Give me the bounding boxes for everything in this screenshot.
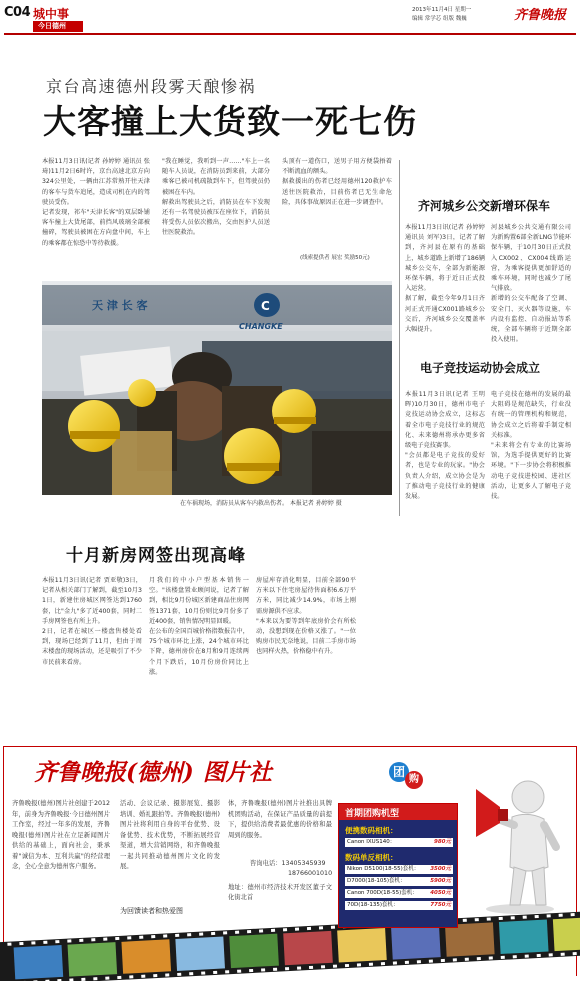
ad-logo-studio: 图片社 [203, 759, 272, 786]
house-paragraph: "本来以为要等到年底房价会有所松动，没想到现在价格又涨了。"一位购房市民无奈地说，目前二手房市场也同样火热，价格稳中有升。 [256, 618, 356, 656]
lead-kicker: 京台高速德州段雾天酿惨祸 [46, 74, 256, 97]
megaphone-icon [470, 767, 570, 917]
bus-logo-text: CHANGKE [239, 322, 283, 331]
film-strip-image [4, 919, 576, 977]
promo-category-compact: 便携数码相机： [345, 825, 398, 836]
ad-phone-2: 18766001010 [288, 870, 332, 877]
ad-logo-name: 齐鲁晚报(德州) [34, 759, 194, 786]
lead-paragraph: 解救出驾驶员之后，消防员在车下发现还有一名驾驶员被压在座位下，消防员将受伤人员依次搬出，交由医护人员送往医院救治。 [162, 199, 270, 237]
side2-title: 电子竞技运动协会成立 [420, 359, 540, 376]
side1-paragraph: 本报11月3日讯(记者 孙婷婷 通讯员 刘军)3日，记者了解到，齐河县在原有的基础上，城乡道路上新增了186辆城乡公交车，全部为新能源环保车辆，将于近日正式投入运营。 [405, 224, 485, 292]
lead-paragraph: 记者发现，祁车"天津长客"的双层卧铺客车撞上大货尾部，前挡风玻璃全部被撞碎，驾驶员被困在方向盘中间，车上的乘客都在惊恐中等待救援。 [42, 209, 150, 247]
side1-title: 齐河城乡公交新增环保车 [418, 197, 550, 214]
house-paragraph: 2日，记者在城区一楼盘售楼处看到，现场已经到了11月，但由于周末楼盘的现场活动，还是吸引了不少市民前来看房。 [42, 628, 142, 666]
side2-paragraph: "会员都是电子竞技的爱好者，也是专业的玩家。"协会负责人介绍，成立协会是为了推动电子竞技行业的健康发展。 [405, 452, 485, 500]
promo-item [345, 838, 453, 847]
side1-paragraph: 新增的公交车配备了空调、安全门、灭火器等设施，车内设有监控、自动报站等系统，全部车辆将于近期全部投入使用。 [491, 295, 571, 343]
bus-lettering: 天 津 长 客 [92, 298, 148, 312]
side1-column-2 [491, 223, 571, 335]
lead-paragraph: 本报11月3日讯(记者 孙婷婷 通讯员 张琦)11月2日6时许，京台高速北京方向324公里处，一辆由江苏常熟开往天津的客车与货车追尾，造成司机在内的驾驶员受伤。 [42, 158, 150, 206]
house-paragraph: 月我们的中小户型基本销售一空。"该楼盘置业顾问说，记者了解到，相比9月份城区新建商品住房网签1371套，10月份则比9月份多了近400套，销售情况明显回暖。 [149, 577, 249, 625]
side2-paragraph: 电子竞技在德州的发展的最大阻碍是规范缺失，行业没有统一的管理机构和规范，协会成立之后将着手制定相关标准。 [491, 391, 571, 439]
side1-paragraph: 据了解，截至今年9月1日齐河正式开通CX001路城乡公交后，齐河城乡公交覆盖率大幅提升。 [405, 295, 485, 333]
ad-text-column-3: 体，齐鲁晚报(德州)图片社推出具牌机团购活动，在保证产品质量的前提下，提供给消费者最优惠的价格和最周到的服务。 [228, 799, 332, 853]
ad-text-column-2: 活动、会议记录、摄影展览、摄影培训、婚礼跟拍等。齐鲁晚报(德州)图片社将利用自身的平台优势、设备优势、技术优势，不断拓展经营渠道，增大营销网络，和齐鲁晚报一起共同推动德州图片文化的发展。 [120, 799, 220, 904]
date-line: 2013年11月4日 星期一 [412, 6, 471, 15]
masthead-rule [4, 33, 576, 35]
ad-contact [250, 859, 332, 879]
promo-item-name: Canon IXUS140： [345, 839, 395, 845]
ad-phone-1: 13405345939 [281, 860, 325, 867]
promo-item-price: 5900元 [430, 877, 451, 886]
house-paragraph: 房屋库存消化明显，目前全部90平方米以下住宅房屋待售面积6.6万平方米，同比减少14.9%，市场上刚需房源供不应求。 [256, 577, 356, 615]
lead-byline: (线索提供者 展宏 奖励50元) [300, 254, 370, 263]
megaphone-figure [470, 767, 570, 917]
promo-item-name: Canon 700D(18-55)套机： [345, 890, 418, 896]
promo-category-dslr: 数码单反相机： [345, 852, 398, 863]
ad-badge-gou [405, 771, 423, 789]
sidebar-divider [399, 160, 400, 516]
promo-item-price: 980元 [434, 838, 451, 847]
promo-item-name: Nikon D5100(18-55)套机： [345, 866, 419, 872]
promo-title: 首期团购机型 [345, 806, 399, 819]
house-column-2 [149, 576, 249, 736]
house-paragraph: 在公布的全国百城价格指数报告中，75个城市环比上涨，24个城市环比下降，德州房价在8月和9月连续两个月下跌后，10月份房价同比上涨。 [149, 628, 249, 676]
promo-item [345, 889, 453, 898]
lead-photo [42, 281, 392, 495]
subsection-title: 今日德州 [38, 22, 66, 31]
ad-badge-tuan-label: 团 [393, 765, 405, 779]
side2-column-2 [491, 390, 571, 514]
lead-paragraph: 头顶有一道伤口，送男子用方便袋捂着不断流血的额头。 [282, 158, 392, 175]
lead-paragraph: "我在睡觉，我听到一声……"车上一名随车人员说，在消防员到来前，大部分乘客已被司机疏散到车下，但驾驶员仍被困在车内。 [162, 158, 270, 196]
ad-text-column-1: 齐鲁晚报(德州)图片社创建于2012年，前身为齐鲁晚报·今日德州图片工作室，经过一年多的发展，齐鲁晚报(德州)图片社在立足新闻图片供给的基础上，面向社会，秉承着"诚信为本、互利共赢"的经营理念，全心全意为德州客户服务。 [12, 799, 110, 919]
ad-logo [34, 754, 272, 787]
rescue-scene-image [42, 281, 392, 495]
film-strip [4, 919, 576, 977]
ad-contact-label: 咨询电话： [250, 860, 281, 867]
promo-item-price: 4050元 [430, 889, 451, 898]
promo-item-name: D7000(18-105)套机： [345, 878, 406, 884]
side1-paragraph: 河县城乡公共交通有限公司为新购置6部全新LNG节能环保车辆，于10月30日正式投入CX002、CX004线路运营，为乘客提供更加舒适的乘车环境，同时也减少了尾气排放。 [491, 224, 571, 292]
lead-headline: 大客撞上大货致一死七伤 [43, 96, 417, 143]
house-headline: 十月新房网签出现高峰 [66, 541, 246, 566]
ad-badge-gou-label: 购 [409, 774, 419, 785]
house-paragraph: 本报11月3日讯(记者 贾亚敬)3日，记者从相关部门了解到，截至10月31日，新建住房城区网签达到1760套，比"金九"多了近400套，同时二手房网签也有所上升。 [42, 577, 142, 625]
masthead-logo: 齐鲁晚报 [514, 4, 566, 23]
house-column-3 [256, 576, 356, 736]
promo-item [345, 901, 453, 910]
promo-box [338, 803, 458, 928]
ad-frame [3, 746, 577, 976]
lead-column-1 [42, 157, 150, 277]
side2-paragraph: "未来将会有专业的比赛场馆，为选手提供更好的比赛环境。"下一步协会将积极推动电子竞技进校园、进社区活动，让更多人了解电子竞技。 [491, 442, 571, 500]
svg-text:C: C [261, 299, 270, 313]
ad-address: 地址：德州市经济技术开发区董子文化街北首 [228, 883, 332, 905]
side1-column-1 [405, 223, 485, 335]
masthead [0, 0, 580, 34]
promo-item [345, 865, 453, 874]
promo-item-price: 7750元 [430, 901, 451, 910]
section-title: 城中事 [33, 5, 69, 22]
side2-column-1 [405, 390, 485, 514]
page-code: C04 [4, 5, 30, 20]
promo-item-name: 70D(18-135)套机： [345, 902, 399, 908]
lead-column-3 [282, 157, 392, 253]
house-column-1 [42, 576, 142, 736]
ad-cta: 为回馈读者和热爱图 [120, 906, 183, 916]
editor-line: 编辑 常学芯 组版 魏巍 [412, 15, 467, 24]
promo-item [345, 877, 453, 886]
side2-paragraph: 本报11月3日讯(记者 王明晖)10月30日，德州市电子竞技运动协会成立，这标志着全市电子竞技行业的规范化、未来德州将承办更多省级电子竞技赛事。 [405, 391, 485, 449]
lead-column-2 [162, 157, 270, 277]
photo-caption: 在车祸现场，消防员从客车内救出伤者。 本报记者 孙婷婷 摄 [180, 499, 342, 508]
lead-paragraph: 据救援出的伤者已经用德州120救护车送往医院救治，目前伤者已无生命危险，具体事故原因正在进一步调查中。 [282, 178, 392, 205]
promo-item-price: 3500元 [430, 865, 451, 874]
